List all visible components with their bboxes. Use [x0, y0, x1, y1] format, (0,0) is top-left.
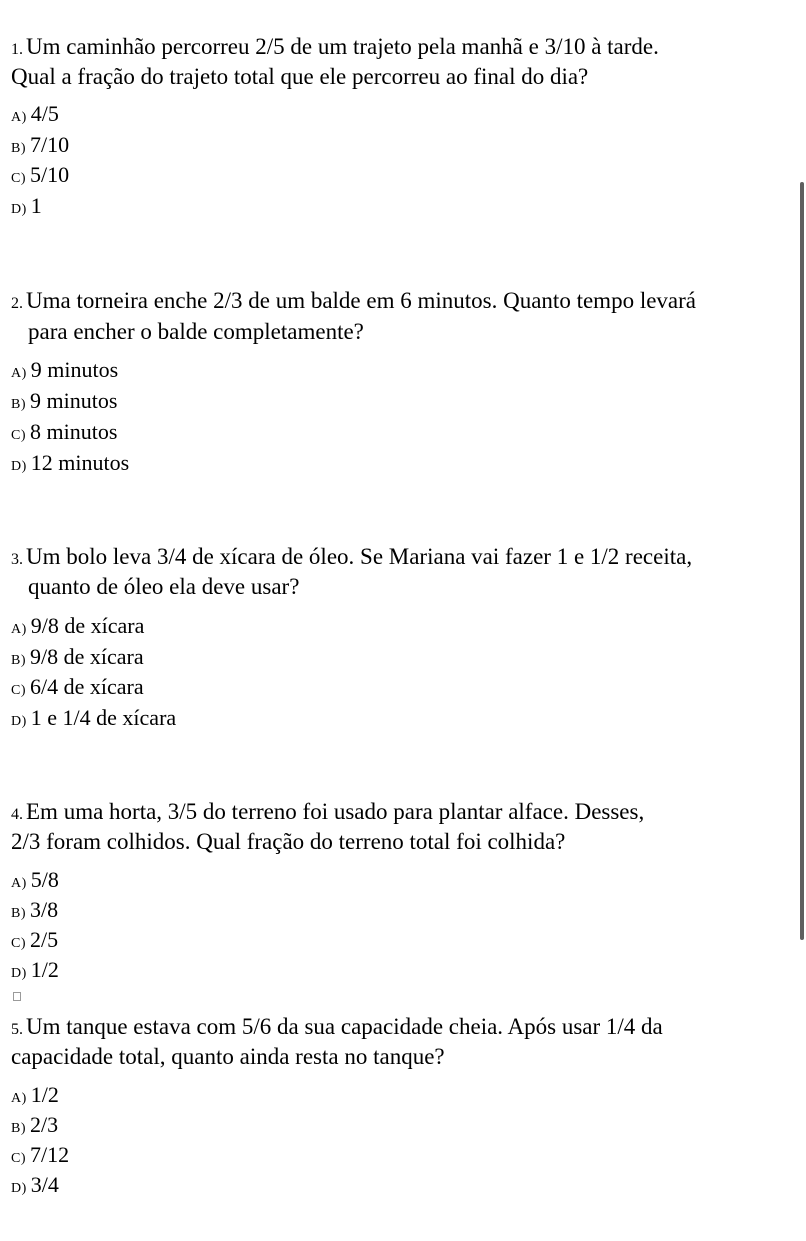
question-5-line-1 [11, 1012, 663, 1045]
question-3-option-d[interactable] [11, 704, 176, 736]
question-4-line-2: 2/3 foram colhidos. Qual fração do terreno total foi colhida? [11, 829, 566, 854]
question-1-number: 1. [11, 41, 23, 58]
question-3-option-b[interactable] [11, 643, 144, 675]
option-letter: B) [11, 906, 26, 921]
empty-box-icon [13, 992, 21, 1001]
option-text: 3/8 [30, 897, 59, 922]
question-1-option-c[interactable] [11, 161, 69, 193]
question-4-line-1 [11, 797, 644, 830]
question-4-option-c[interactable] [11, 926, 58, 958]
question-5-text-1: Um tanque estava com 5/6 da sua capacidade cheia. Após usar 1/4 da [26, 1014, 663, 1039]
option-text: 9 minutos [30, 357, 119, 382]
option-letter: B) [11, 1121, 26, 1136]
option-letter: A) [11, 876, 27, 891]
question-2-line-2: para encher o balde completamente? [28, 319, 364, 344]
option-text: 1/2 [30, 1082, 59, 1107]
question-1-text-1: Um caminhão percorreu 2/5 de um trajeto pela manhã e 3/10 à tarde. [26, 34, 659, 59]
option-letter: B) [11, 141, 26, 156]
option-text: 5/8 [30, 867, 59, 892]
option-letter: A) [11, 366, 27, 381]
question-4-number: 4. [11, 806, 23, 823]
question-5-option-b[interactable] [11, 1111, 58, 1143]
question-4-option-a[interactable] [11, 866, 59, 898]
option-text: 7/10 [30, 132, 70, 157]
question-2-option-b[interactable] [11, 387, 117, 419]
question-3-line-1 [11, 542, 692, 575]
question-2-number: 2. [11, 295, 23, 312]
option-text: 7/12 [30, 1142, 70, 1167]
option-letter: D) [11, 459, 27, 474]
question-1-line-1 [11, 32, 659, 65]
option-letter: D) [11, 714, 27, 729]
question-1-option-b[interactable] [11, 131, 69, 163]
option-letter: C) [11, 936, 26, 951]
option-letter: C) [11, 1151, 26, 1166]
option-letter: D) [11, 1181, 27, 1196]
option-letter: B) [11, 653, 26, 668]
question-5-option-d[interactable] [11, 1171, 59, 1203]
option-letter: C) [11, 428, 26, 443]
question-4-option-d[interactable] [11, 956, 59, 988]
option-text: 5/10 [30, 162, 70, 187]
option-text: 1/2 [30, 957, 59, 982]
question-2-text-1: Uma torneira enche 2/3 de um balde em 6 minutos. Quanto tempo levará [26, 288, 696, 313]
option-letter: D) [11, 966, 27, 981]
option-letter: A) [11, 110, 27, 125]
question-5-line-2: capacidade total, quanto ainda resta no tanque? [11, 1044, 445, 1069]
question-5-option-a[interactable] [11, 1081, 59, 1113]
question-3-option-c[interactable] [11, 673, 144, 705]
option-text: 2/5 [30, 927, 59, 952]
question-1-line-2: Qual a fração do trajeto total que ele percorreu ao final do dia? [11, 64, 589, 89]
option-letter: C) [11, 683, 26, 698]
option-text: 1 e 1/4 de xícara [30, 705, 177, 730]
question-3-text-1: Um bolo leva 3/4 de xícara de óleo. Se Mariana vai fazer 1 e 1/2 receita, [26, 544, 693, 569]
option-text: 8 minutos [30, 419, 118, 444]
option-text: 3/4 [30, 1172, 59, 1197]
option-text: 9/8 de xícara [30, 644, 144, 669]
option-text: 9 minutos [30, 388, 118, 413]
option-text: 6/4 de xícara [30, 674, 144, 699]
vertical-scrollbar[interactable] [800, 182, 804, 940]
question-4-option-b[interactable] [11, 896, 58, 928]
question-1-option-d[interactable] [11, 192, 42, 224]
question-3-line-2: quanto de óleo ela deve usar? [28, 574, 300, 599]
question-3-option-a[interactable] [11, 612, 144, 644]
question-2-line-1 [11, 286, 696, 319]
question-5-option-c[interactable] [11, 1141, 69, 1173]
option-text: 4/5 [30, 101, 59, 126]
option-text: 1 [30, 193, 42, 218]
question-2-option-a[interactable] [11, 356, 118, 388]
option-text: 9/8 de xícara [30, 613, 145, 638]
question-4-text-1: Em uma horta, 3/5 do terreno foi usado para plantar alface. Desses, [26, 799, 645, 824]
option-letter: A) [11, 622, 27, 637]
question-1-option-a[interactable] [11, 100, 59, 132]
question-3-number: 3. [11, 551, 23, 568]
option-text: 12 minutos [30, 450, 130, 475]
option-letter: B) [11, 397, 26, 412]
option-letter: C) [11, 171, 26, 186]
question-2-option-d[interactable] [11, 449, 129, 481]
option-letter: A) [11, 1091, 27, 1106]
question-2-option-c[interactable] [11, 418, 117, 450]
option-text: 2/3 [30, 1112, 59, 1137]
question-5-number: 5. [11, 1021, 23, 1038]
option-letter: D) [11, 202, 27, 217]
